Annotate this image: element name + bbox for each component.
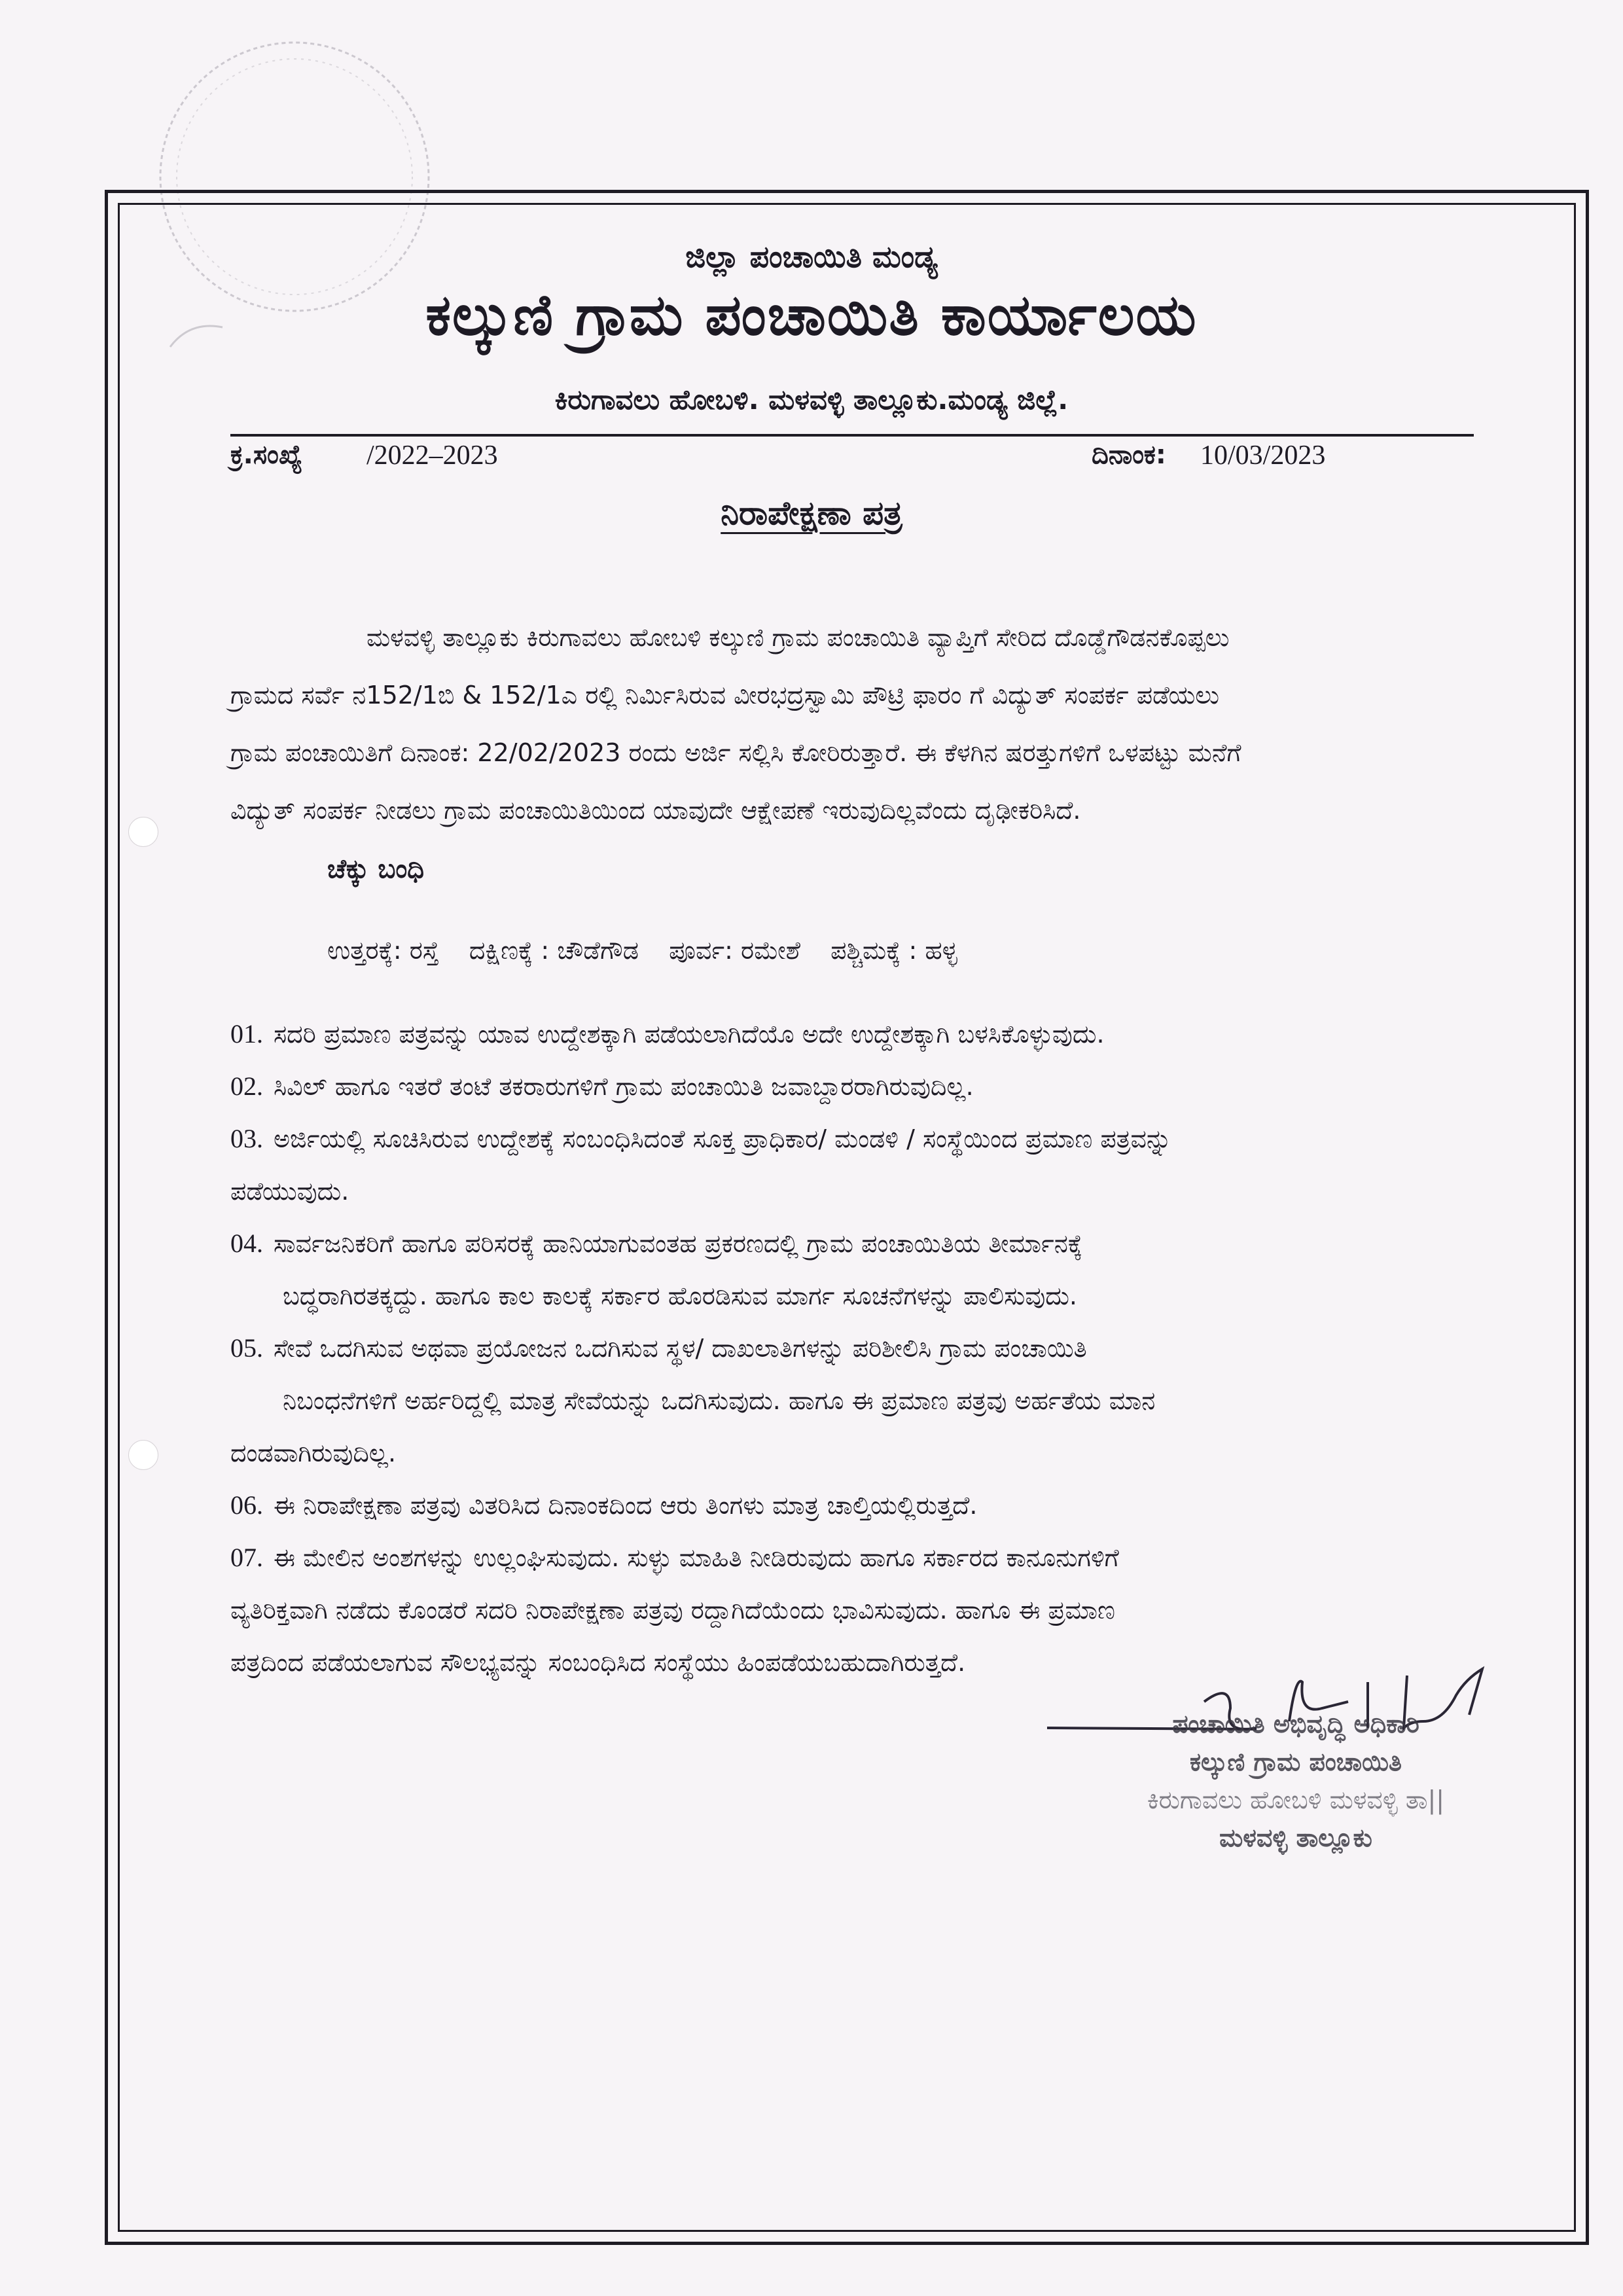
body-paragraph: [230, 609, 1463, 839]
stamp-designation: ಪಂಚಾಯಿತಿ ಅಭಿವೃದ್ಧಿ ಅಧಿಕಾರಿ: [1172, 1710, 1419, 1738]
boundary-south: ದಕ್ಷಿಣಕ್ಕೆ : ಚೌಡೆಗೌಡ: [469, 936, 639, 965]
boundary-east: ಪೂರ್ವ: ರಮೇಶೆ: [669, 936, 801, 965]
document-title: [0, 494, 1623, 533]
condition-04: [230, 1217, 1463, 1322]
condition-05: [230, 1322, 1463, 1479]
boundaries-title: ಚೆಕ್ಕು ಬಂಧಿ: [327, 854, 425, 884]
condition-text: ನಿಬಂಧನೆಗಳಿಗೆ ಅರ್ಹರಿದ್ದಲ್ಲಿ ಮಾತ್ರ ಸೇವೆಯನ್ನು ಒದಗಿಸುವುದು. ಹಾಗೂ ಈ ಪ್ರಮಾಣ ಪತ್ರವು ಅರ್ಹತೆಯ ಮಾನ: [283, 1386, 1156, 1415]
office-title: ಕಲ್ಕುಣಿ ಗ್ರಾಮ ಪಂಚಾಯಿತಿ ಕಾರ್ಯಾಲಯ: [425, 283, 1198, 348]
condition-number: 06.: [230, 1490, 263, 1520]
punch-hole: [128, 817, 158, 847]
punch-hole: [128, 1440, 158, 1470]
condition-text: ಸಾರ್ವಜನಿಕರಿಗೆ ಹಾಗೂ ಪರಿಸರಕ್ಕೆ ಹಾನಿಯಾಗುವಂತಹ ಪ್ರಕರಣದಲ್ಲಿ ಗ್ರಾಮ ಪಂಚಾಯಿತಿಯ ತೀರ್ಮಾನಕ್ಕೆ: [274, 1229, 1083, 1258]
body-line: ಮಳವಳ್ಳಿ ತಾಲ್ಲೂಕು ಕಿರುಗಾವಲು ಹೋಬಳಿ ಕಲ್ಕುಣಿ ಗ್ರಾಮ ಪಂಚಾಯಿತಿ ವ್ಯಾಪ್ತಿಗೆ ಸೇರಿದ ದೊಡ್ಡೆಗೌಡನಕೊಪ್ಪಲು: [366, 623, 1230, 652]
office-address: ಕಿರುಗಾವಲು ಹೋಬಳಿ. ಮಳವಳ್ಳಿ ತಾಲ್ಲೂಕು.ಮಂಡ್ಯ ಜಿಲ್ಲೆ.: [554, 384, 1069, 416]
condition-number: 04.: [230, 1229, 263, 1258]
body-line: ಗ್ರಾಮದ ಸರ್ವೆ ನ152/1ಬಿ & 152/1ಎ ರಲ್ಲಿ ನಿರ್ಮಿಸಿರುವ ವೀರಭದ್ರಸ್ವಾಮಿ ಪೌಟ್ರಿ ಫಾರಂ ಗೆ ವಿದ್ಯುತ್ ಸಂಪರ್ಕ ಪಡೆಯಲು: [230, 681, 1220, 709]
condition-text: ಸಿವಿಲ್ ಹಾಗೂ ಇತರೆ ತಂಟೆ ತಕರಾರುಗಳಿಗೆ ಗ್ರಾಮ ಪಂಚಾಯಿತಿ ಜವಾಬ್ದಾರರಾಗಿರುವುದಿಲ್ಲ.: [274, 1072, 974, 1101]
body-line: ವಿದ್ಯುತ್ ಸಂಪರ್ಕ ನೀಡಲು ಗ್ರಾಮ ಪಂಚಾಯಿತಿಯಿಂದ ಯಾವುದೇ ಆಕ್ಷೇಪಣೆ ಇರುವುದಿಲ್ಲವೆಂದು ದೃಢೀಕರಿಸಿದೆ.: [230, 796, 1081, 825]
reference-number-label: ಕ್ರ.ಸಂಖ್ಯೆ: [230, 440, 303, 470]
body-line: ಗ್ರಾಮ ಪಂಚಾಯಿತಿಗೆ ದಿನಾಂಕ: 22/02/2023 ರಂದು ಅರ್ಜಿ ಸಲ್ಲಿಸಿ ಕೋರಿರುತ್ತಾರೆ. ಈ ಕೆಳಗಿನ ಷರತ್ತುಗಳಿಗೆ ಒಳಪಟ್ಟು ಮನೆಗೆ: [230, 738, 1241, 767]
district-name: ಜಿಲ್ಲಾ ಪಂಚಾಯಿತಿ ಮಂಡ್ಯ: [685, 239, 938, 274]
condition-02: [230, 1060, 1463, 1113]
condition-text: ದಂಡವಾಗಿರುವುದಿಲ್ಲ.: [230, 1439, 397, 1467]
condition-text: ಪತ್ರದಿಂದ ಪಡೆಯಲಾಗುವ ಸೌಲಭ್ಯವನ್ನು ಸಂಬಂಧಿಸಿದ ಸಂಸ್ಥೆಯು ಹಿಂಪಡೆಯಬಹುದಾಗಿರುತ್ತದೆ.: [230, 1648, 966, 1677]
stamp-office: ಕಲ್ಕುಣಿ ಗ್ರಾಮ ಪಂಚಾಯಿತಿ: [1189, 1748, 1402, 1776]
condition-number: 05.: [230, 1333, 263, 1363]
condition-text: ವ್ಯತಿರಿಕ್ತವಾಗಿ ನಡೆದು ಕೊಂಡರೆ ಸದರಿ ನಿರಾಪೇಕ್ಷಣಾ ಪತ್ರವು ರದ್ದಾಗಿದೆಯೆಂದು ಭಾವಿಸುವುದು. ಹಾಗೂ ಈ ಪ್ರಮಾಣ: [230, 1596, 1115, 1624]
date-label: ದಿನಾಂಕ:: [1092, 440, 1166, 470]
officer-stamp: [1067, 1705, 1525, 1857]
condition-text: ಅರ್ಜಿಯಲ್ಲಿ ಸೂಚಿಸಿರುವ ಉದ್ದೇಶಕ್ಕೆ ಸಂಬಂಧಿಸಿದಂತೆ ಸೂಕ್ತ ಪ್ರಾಧಿಕಾರ/ ಮಂಡಳಿ / ಸಂಸ್ಥೆಯಿಂದ ಪ್ರಮಾಣ ಪತ್ರವನ್ನು: [274, 1124, 1172, 1153]
condition-01: [230, 1008, 1463, 1060]
boundary-west: ಪಶ್ಚಿಮಕ್ಕೆ : ಹಳ್ಳ: [830, 936, 957, 965]
condition-text: ಬದ್ಧರಾಗಿರತಕ್ಕದ್ದು. ಹಾಗೂ ಕಾಲ ಕಾಲಕ್ಕೆ ಸರ್ಕಾರ ಹೊರಡಿಸುವ ಮಾರ್ಗ ಸೂಚನೆಗಳನ್ನು ಪಾಲಿಸುವುದು.: [283, 1282, 1078, 1310]
condition-number: 01.: [230, 1019, 263, 1049]
condition-number: 03.: [230, 1124, 263, 1153]
reference-number-value: /2022–2023: [366, 440, 498, 471]
header-divider: [230, 434, 1474, 437]
stamp-hobli: ಕಿರುಗಾವಲು ಹೋಬಳಿ ಮಳವಳ್ಳಿ ತಾ||: [1147, 1785, 1445, 1814]
condition-text: ಪಡೆಯುವುದು.: [230, 1177, 349, 1206]
condition-text: ಈ ನಿರಾಪೇಕ್ಷಣಾ ಪತ್ರವು ವಿತರಿಸಿದ ದಿನಾಂಕದಿಂದ ಆರು ತಿಂಗಳು ಮಾತ್ರ ಚಾಲ್ತಿಯಲ್ಲಿರುತ್ತದೆ.: [274, 1491, 978, 1520]
condition-text: ಸೇವೆ ಒದಗಿಸುವ ಅಥವಾ ಪ್ರಯೋಜನ ಒದಗಿಸುವ ಸ್ಥಳ/ ದಾಖಲಾತಿಗಳನ್ನು ಪರಿಶೀಲಿಸಿ ಗ್ರಾಮ ಪಂಚಾಯಿತಿ: [274, 1334, 1087, 1363]
document-title-text: ನಿರಾಪೇಕ್ಷಣಾ ಪತ್ರ: [721, 494, 902, 532]
condition-06: [230, 1479, 1463, 1532]
date-value: 10/03/2023: [1200, 440, 1326, 471]
condition-text: ಈ ಮೇಲಿನ ಅಂಶಗಳನ್ನು ಉಲ್ಲಂಘಿಸುವುದು. ಸುಳ್ಳು ಮಾಹಿತಿ ನೀಡಿರುವುದು ಹಾಗೂ ಸರ್ಕಾರದ ಕಾನೂನುಗಳಿಗೆ: [274, 1543, 1119, 1572]
condition-text: ಸದರಿ ಪ್ರಮಾಣ ಪತ್ರವನ್ನು ಯಾವ ಉದ್ದೇಶಕ್ಕಾಗಿ ಪಡೆಯಲಾಗಿದೆಯೊ ಅದೇ ಉದ್ದೇಶಕ್ಕಾಗಿ ಬಳಸಿಕೊಳ್ಳುವುದು.: [274, 1020, 1105, 1049]
stamp-taluk: ಮಳವಳ್ಳಿ ತಾಲ್ಲೂಕು: [1219, 1823, 1372, 1852]
condition-number: 02.: [230, 1071, 263, 1101]
condition-03: [230, 1113, 1463, 1217]
condition-number: 07.: [230, 1543, 263, 1572]
boundaries-row: [327, 936, 980, 965]
boundary-north: ಉತ್ತರಕ್ಕೆ: ರಸ್ತೆ: [327, 936, 439, 965]
